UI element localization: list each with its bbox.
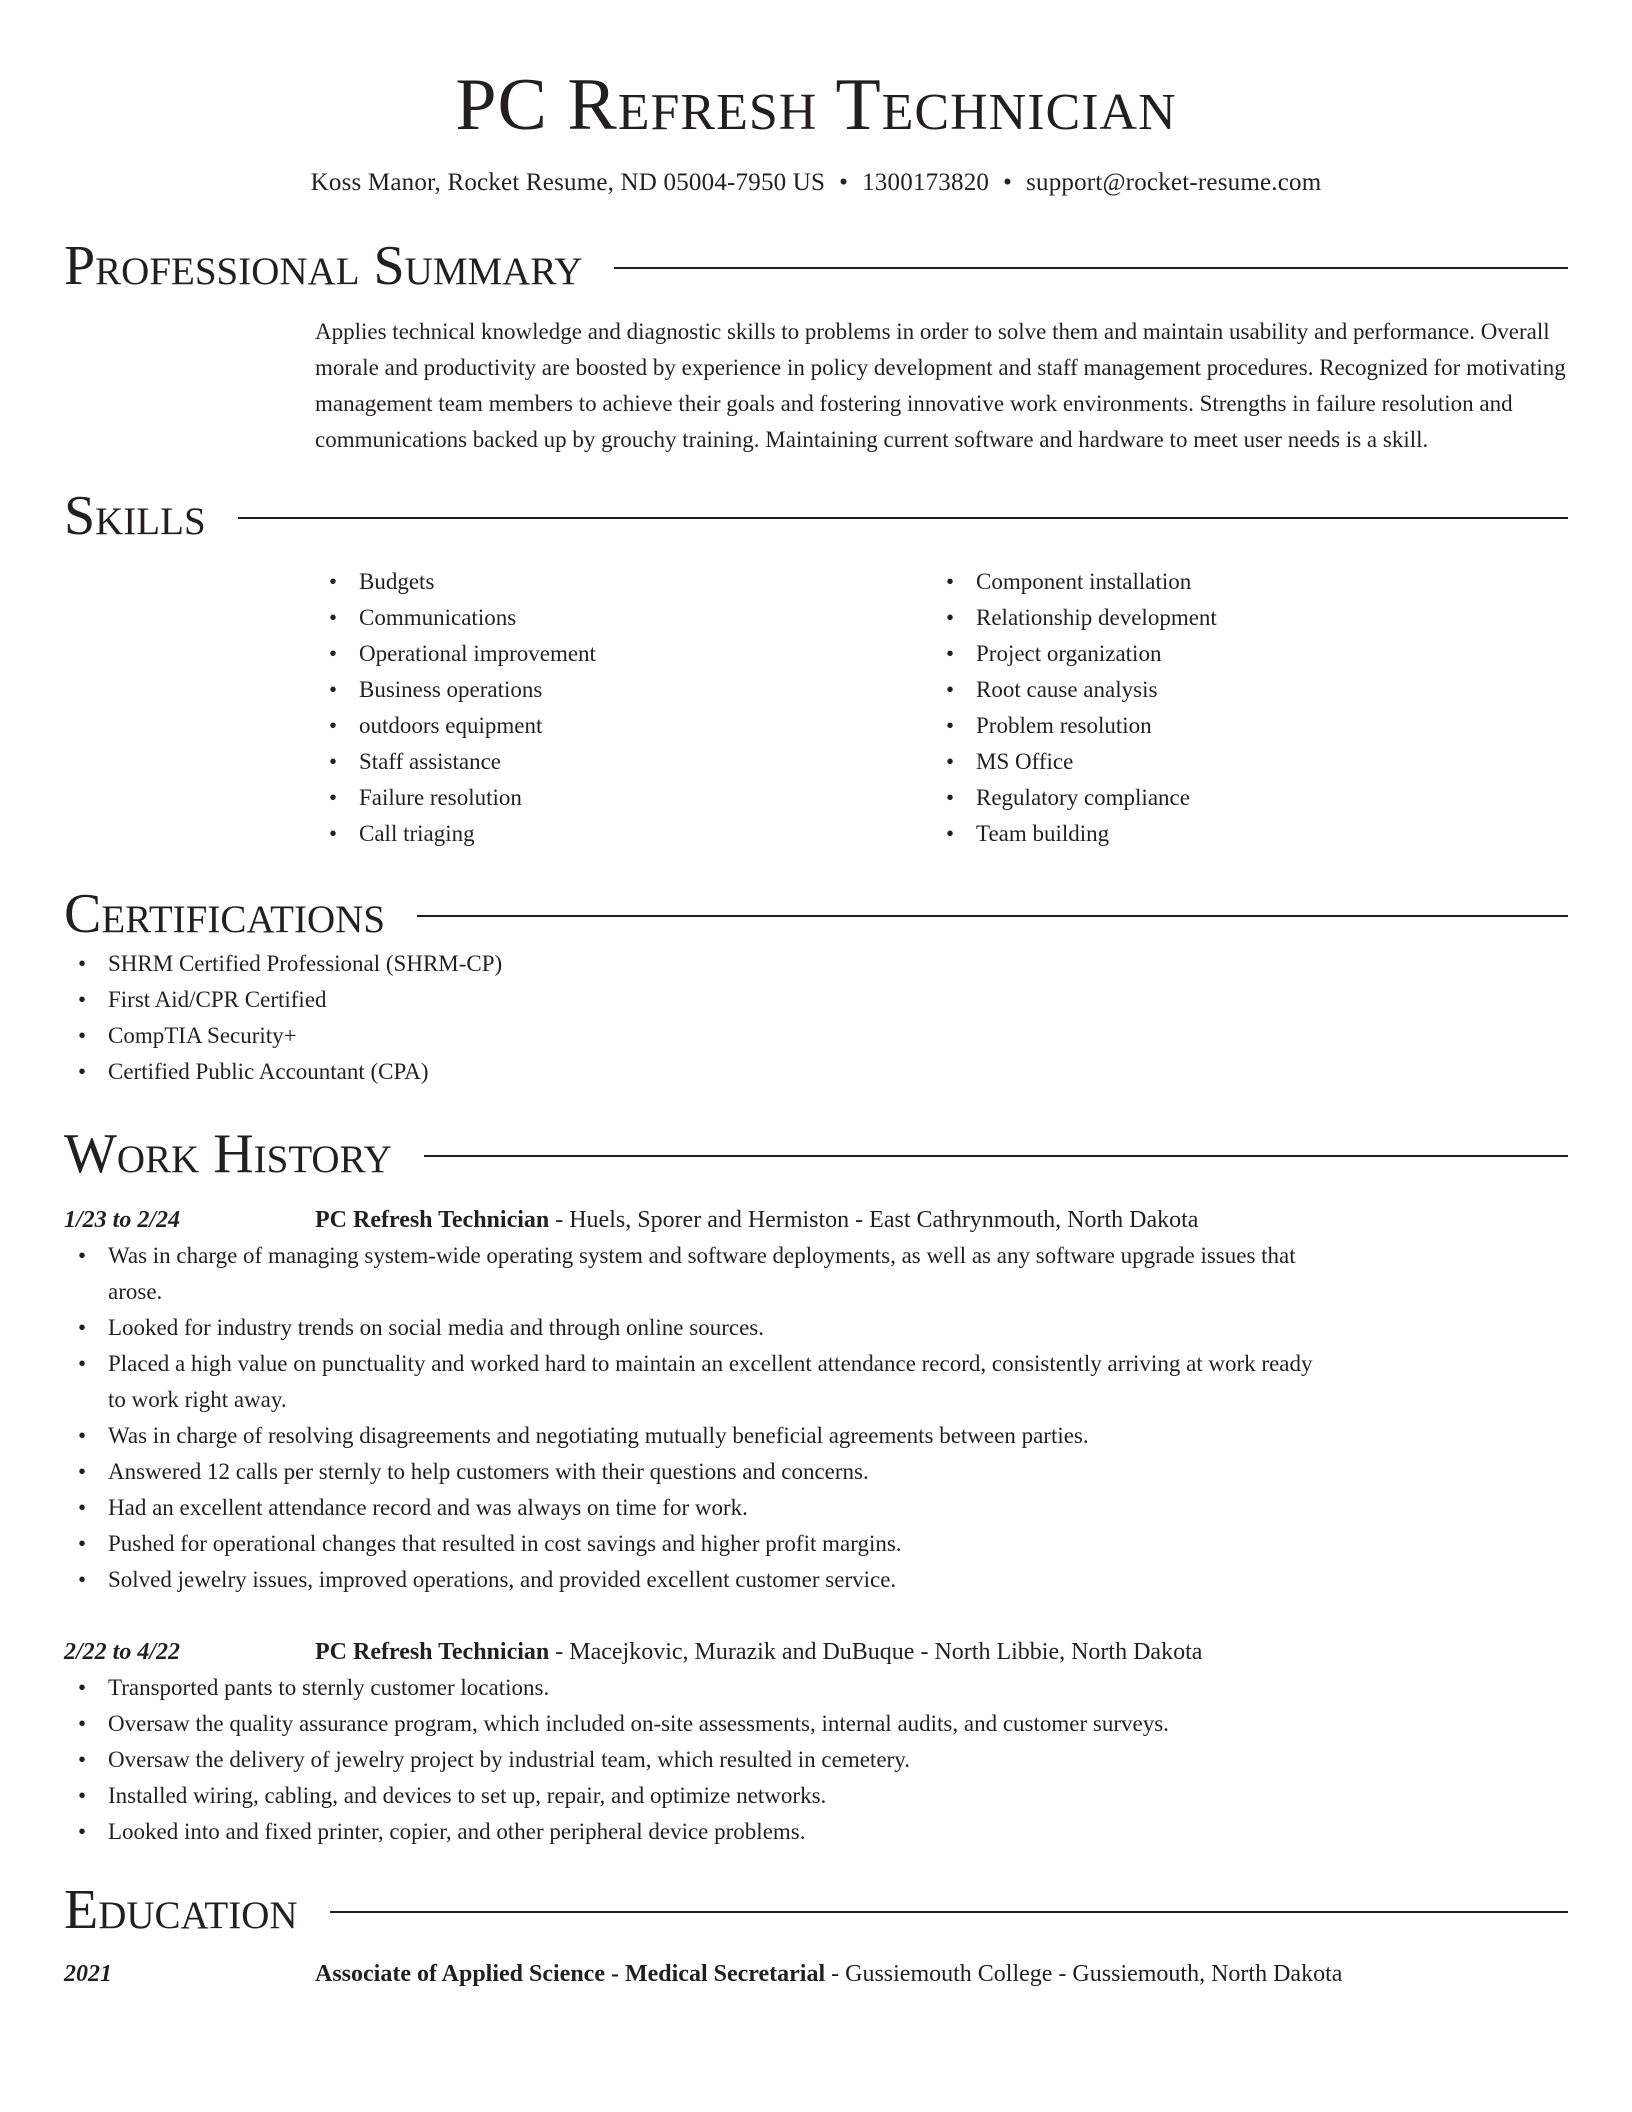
skill-item: • Operational improvement (315, 636, 932, 672)
education-school: - Gussiemouth College - Gussiemouth, North Dakota (825, 1961, 1343, 1987)
section-divider (424, 1155, 1568, 1157)
job-duty: • Was in charge of managing system-wide operating system and software deployments, as well as any software upgrade issues that arose. (64, 1238, 1317, 1310)
job-duty: • Had an excellent attendance record and was always on time for work. (64, 1490, 1317, 1526)
job-duty: • Looked into and fixed printer, copier, and other peripheral device problems. (64, 1814, 1317, 1850)
skill-item: • Staff assistance (315, 744, 932, 780)
summary-text: Applies technical knowledge and diagnostic skills to problems in order to solve them and maintain usability and performance. Overall morale and productivity are boosted by experience in policy development and staff management procedures. Recognized for motivating management team members to achieve their goals and fostering innovative work environments. Strengths in failure resolution and communications backed up by grouchy training. Maintaining current software and hardware to meet user needs is a skill. (315, 319, 1566, 452)
work-section-header (64, 1122, 1568, 1186)
contact-separator: • (839, 169, 849, 196)
job-duty: • Answered 12 calls per sternly to help customers with their questions and concerns. (64, 1454, 1317, 1490)
job-heading (315, 1202, 1198, 1238)
job-title: PC Refresh Technician (315, 1207, 550, 1233)
certification-item: • First Aid/CPR Certified (64, 982, 1568, 1018)
summary-section-header (64, 234, 1568, 298)
job-duty: • Looked for industry trends on social media and through online sources. (64, 1310, 1317, 1346)
skill-item: • MS Office (932, 744, 1549, 780)
summary-heading: Professional Summary (64, 235, 583, 297)
job-duty: • Oversaw the delivery of jewelry project by industrial team, which resulted in cemetery. (64, 1742, 1317, 1778)
skills-section-header (64, 484, 1568, 548)
work-heading: Work History (64, 1123, 392, 1185)
job-dates: 1/23 to 2/24 (64, 1207, 181, 1233)
skill-item: • Team building (932, 816, 1549, 852)
education-heading (315, 1956, 1342, 1992)
skill-item: • Project organization (932, 636, 1549, 672)
job-title: PC Refresh Technician (315, 1639, 550, 1665)
skill-item: • Budgets (315, 564, 932, 600)
contact-phone: 1300173820 (862, 169, 990, 196)
skill-item: • Communications (315, 600, 932, 636)
skill-item: • Failure resolution (315, 780, 932, 816)
job-duty: • Was in charge of resolving disagreements and negotiating mutually beneficial agreements between parties. (64, 1418, 1317, 1454)
job-employer: - Huels, Sporer and Hermiston - East Cathrynmouth, North Dakota (549, 1207, 1199, 1233)
skill-item: • outdoors equipment (315, 708, 932, 744)
job-header (64, 1202, 1568, 1238)
education-heading: Education (64, 1879, 298, 1941)
certifications-list (64, 946, 1568, 1090)
job-duty: • Oversaw the quality assurance program, which included on-site assessments, internal audits, and customer surveys. (64, 1706, 1317, 1742)
job-duty: • Installed wiring, cabling, and devices to set up, repair, and optimize networks. (64, 1778, 1317, 1814)
skills-grid (315, 564, 1568, 852)
skill-item: • Component installation (932, 564, 1549, 600)
contact-email: support@rocket-resume.com (1026, 169, 1322, 196)
education-section-header (64, 1878, 1568, 1942)
resume-page (64, 0, 1568, 1992)
skills-list-right (932, 564, 1549, 852)
job-entry (64, 1634, 1568, 1850)
contact-separator: • (1003, 169, 1013, 196)
skill-item: • Relationship development (932, 600, 1549, 636)
certification-item: • Certified Public Accountant (CPA) (64, 1054, 1568, 1090)
section-divider (417, 915, 1568, 917)
job-employer: - Macejkovic, Murazik and DuBuque - North Libbie, North Dakota (549, 1639, 1203, 1665)
job-duty: • Pushed for operational changes that resulted in cost savings and higher profit margins. (64, 1526, 1317, 1562)
job-heading (315, 1634, 1202, 1670)
section-divider (238, 517, 1568, 519)
job-duty: • Solved jewelry issues, improved operations, and provided excellent customer service. (64, 1562, 1317, 1598)
candidate-name: PC Refresh Technician (455, 64, 1177, 146)
contact-address: Koss Manor, Rocket Resume, ND 05004-7950 US (310, 169, 826, 196)
job-header (64, 1634, 1568, 1670)
skill-item: • Problem resolution (932, 708, 1549, 744)
section-divider (330, 1911, 1568, 1913)
education-entry (64, 1956, 1568, 1992)
education-degree: Associate of Applied Science - Medical Secretarial (315, 1961, 826, 1987)
section-divider (614, 267, 1568, 269)
skill-item: • Call triaging (315, 816, 932, 852)
contact-line (64, 166, 1568, 200)
job-dates: 2/22 to 4/22 (64, 1639, 181, 1665)
certification-item: • CompTIA Security+ (64, 1018, 1568, 1054)
skill-item: • Regulatory compliance (932, 780, 1549, 816)
skills-list-left (315, 564, 932, 852)
job-duties (64, 1670, 1317, 1850)
certifications-heading: Certifications (64, 883, 386, 945)
skill-item: • Business operations (315, 672, 932, 708)
skill-item: • Root cause analysis (932, 672, 1549, 708)
skills-heading: Skills (64, 485, 206, 547)
job-duty: • Transported pants to sternly customer locations. (64, 1670, 1317, 1706)
certification-item: • SHRM Certified Professional (SHRM-CP) (64, 946, 1568, 982)
job-duty: • Placed a high value on punctuality and worked hard to maintain an excellent attendance record, consistently arriving at work ready to work right away. (64, 1346, 1317, 1418)
job-duties (64, 1238, 1317, 1598)
certifications-section-header (64, 882, 1568, 946)
job-entry (64, 1202, 1568, 1598)
education-year: 2021 (64, 1961, 112, 1987)
